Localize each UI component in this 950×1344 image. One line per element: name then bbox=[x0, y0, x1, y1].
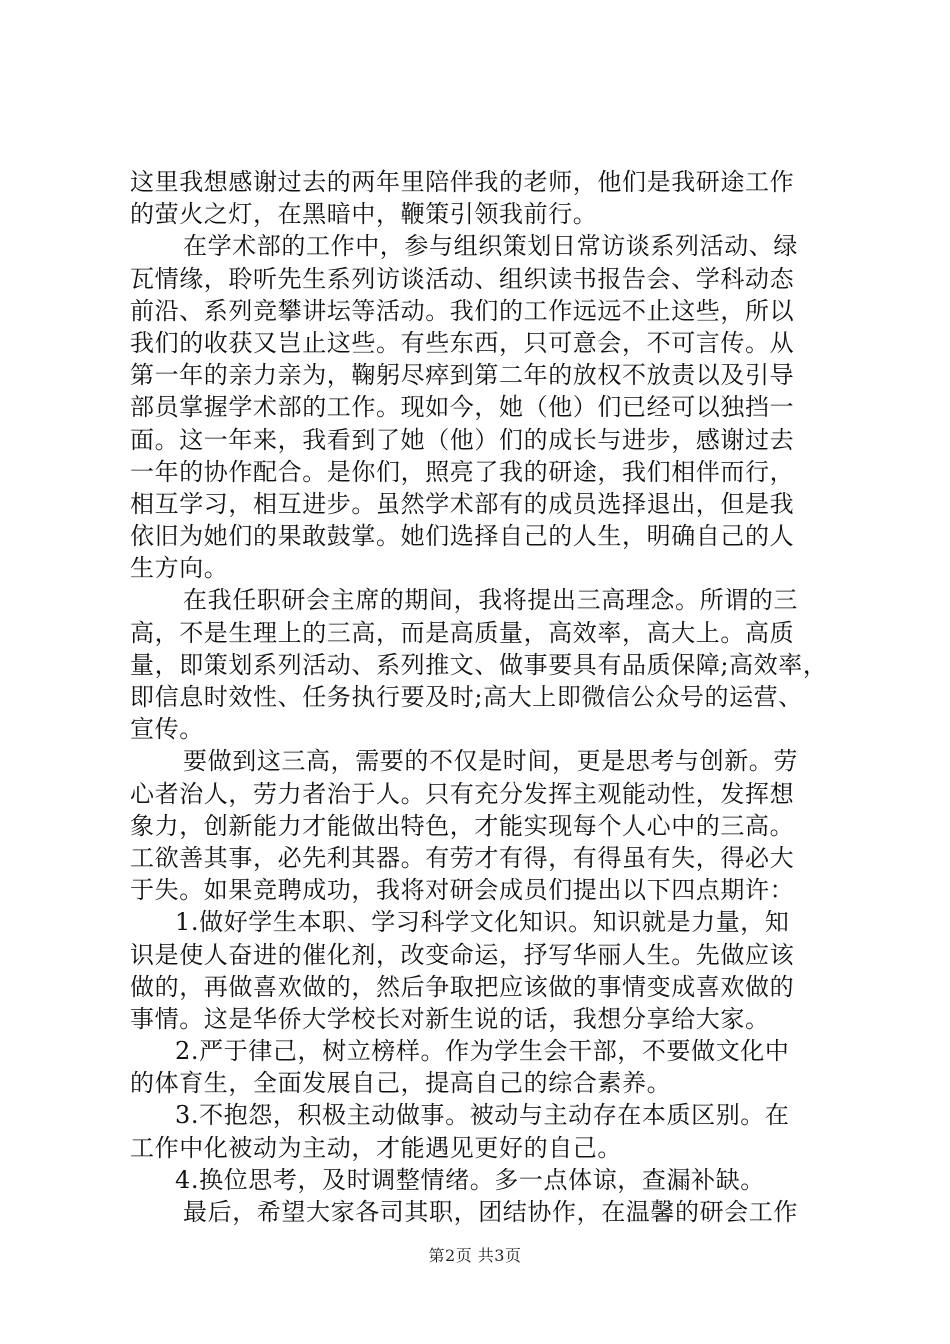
text-line: 的萤火之灯，在黑暗中，鞭策引领我前行。 bbox=[130, 200, 598, 229]
text-line: 即信息时效性、任务执行要及时;高大上即微信公众号的运营、 bbox=[130, 683, 803, 711]
text-line: 的体育生，全面发展自己，提高自己的综合素养。 bbox=[130, 1069, 672, 1098]
text-line: 心者治人，劳力者治于人。只有充分发挥主观能动性，发挥想 bbox=[130, 779, 795, 808]
text-line: 一年的协作配合。是你们，照亮了我的研途，我们相伴而行， bbox=[130, 457, 795, 486]
text-line: 这里我想感谢过去的两年里陪伴我的老师，他们是我研途工作 bbox=[130, 168, 795, 196]
text-line: 事情。这是华侨大学校长对新生说的话，我想分享给大家。 bbox=[130, 1004, 770, 1033]
text-line: 4.换位思考，及时调整情绪。多一点体谅，查漏补缺。 bbox=[175, 1165, 765, 1194]
text-line: 要做到这三高，需要的不仅是时间，更是思考与创新。劳 bbox=[183, 747, 798, 776]
page-footer: 第2页 共3页 bbox=[428, 1246, 522, 1265]
text-line: 前沿、系列竞攀讲坛等活动。我们的工作远远不止这些，所以 bbox=[130, 296, 795, 325]
text-line: 工作中化被动为主动，才能遇见更好的自己。 bbox=[130, 1133, 622, 1162]
text-line: 量，即策划系列活动、系列推文、做事要具有品质保障;高效率， bbox=[130, 650, 828, 679]
text-line: 象力，创新能力才能做出特色，才能实现每个人心中的三高。 bbox=[130, 811, 795, 840]
text-line: 依旧为她们的果敢鼓掌。她们选择自己的人生，明确自己的人 bbox=[130, 522, 795, 551]
text-line: 做的，再做喜欢做的，然后争取把应该做的事情变成喜欢做的 bbox=[130, 972, 795, 1001]
text-line: 3.不抱怨，积极主动做事。被动与主动存在本质区别。在 bbox=[175, 1101, 790, 1130]
text-line: 高，不是生理上的三高，而是高质量，高效率，高大上。高质 bbox=[130, 618, 795, 647]
text-line: 在学术部的工作中，参与组织策划日常访谈系列活动、绿 bbox=[183, 232, 798, 261]
text-line: 宣传。 bbox=[130, 715, 204, 744]
text-line: 相互学习，相互进步。虽然学术部有的成员选择退出，但是我 bbox=[130, 489, 795, 518]
document-body bbox=[130, 166, 842, 1228]
text-line: 第一年的亲力亲为，鞠躬尽瘁到第二年的放权不放责以及引导 bbox=[130, 361, 795, 390]
text-line: 面。这一年来，我看到了她（他）们的成长与进步，感谢过去 bbox=[130, 425, 795, 454]
text-line: 识是使人奋进的催化剂，改变命运，抒写华丽人生。先做应该 bbox=[130, 940, 795, 969]
text-line: 在我任职研会主席的期间，我将提出三高理念。所谓的三 bbox=[183, 586, 798, 615]
text-line: 1.做好学生本职、学习科学文化知识。知识就是力量，知 bbox=[175, 908, 790, 937]
text-line: 最后，希望大家各司其职，团结协作，在温馨的研会工作 bbox=[183, 1198, 798, 1226]
text-line: 2.严于律己，树立榜样。作为学生会干部，不要做文化中 bbox=[175, 1037, 790, 1066]
text-line: 于失。如果竞聘成功，我将对研会成员们提出以下四点期许： bbox=[130, 876, 795, 905]
text-line: 工欲善其事，必先利其器。有劳才有得，有得虽有失，得必大 bbox=[130, 843, 795, 872]
text-line: 部员掌握学术部的工作。现如今，她（他）们已经可以独挡一 bbox=[130, 393, 795, 422]
text-line: 我们的收获又岂止这些。有些东西，只可意会，不可言传。从 bbox=[130, 328, 795, 357]
text-line: 生方向。 bbox=[130, 554, 229, 583]
text-line: 瓦情缘，聆听先生系列访谈活动、组织读书报告会、学科动态 bbox=[130, 264, 795, 293]
